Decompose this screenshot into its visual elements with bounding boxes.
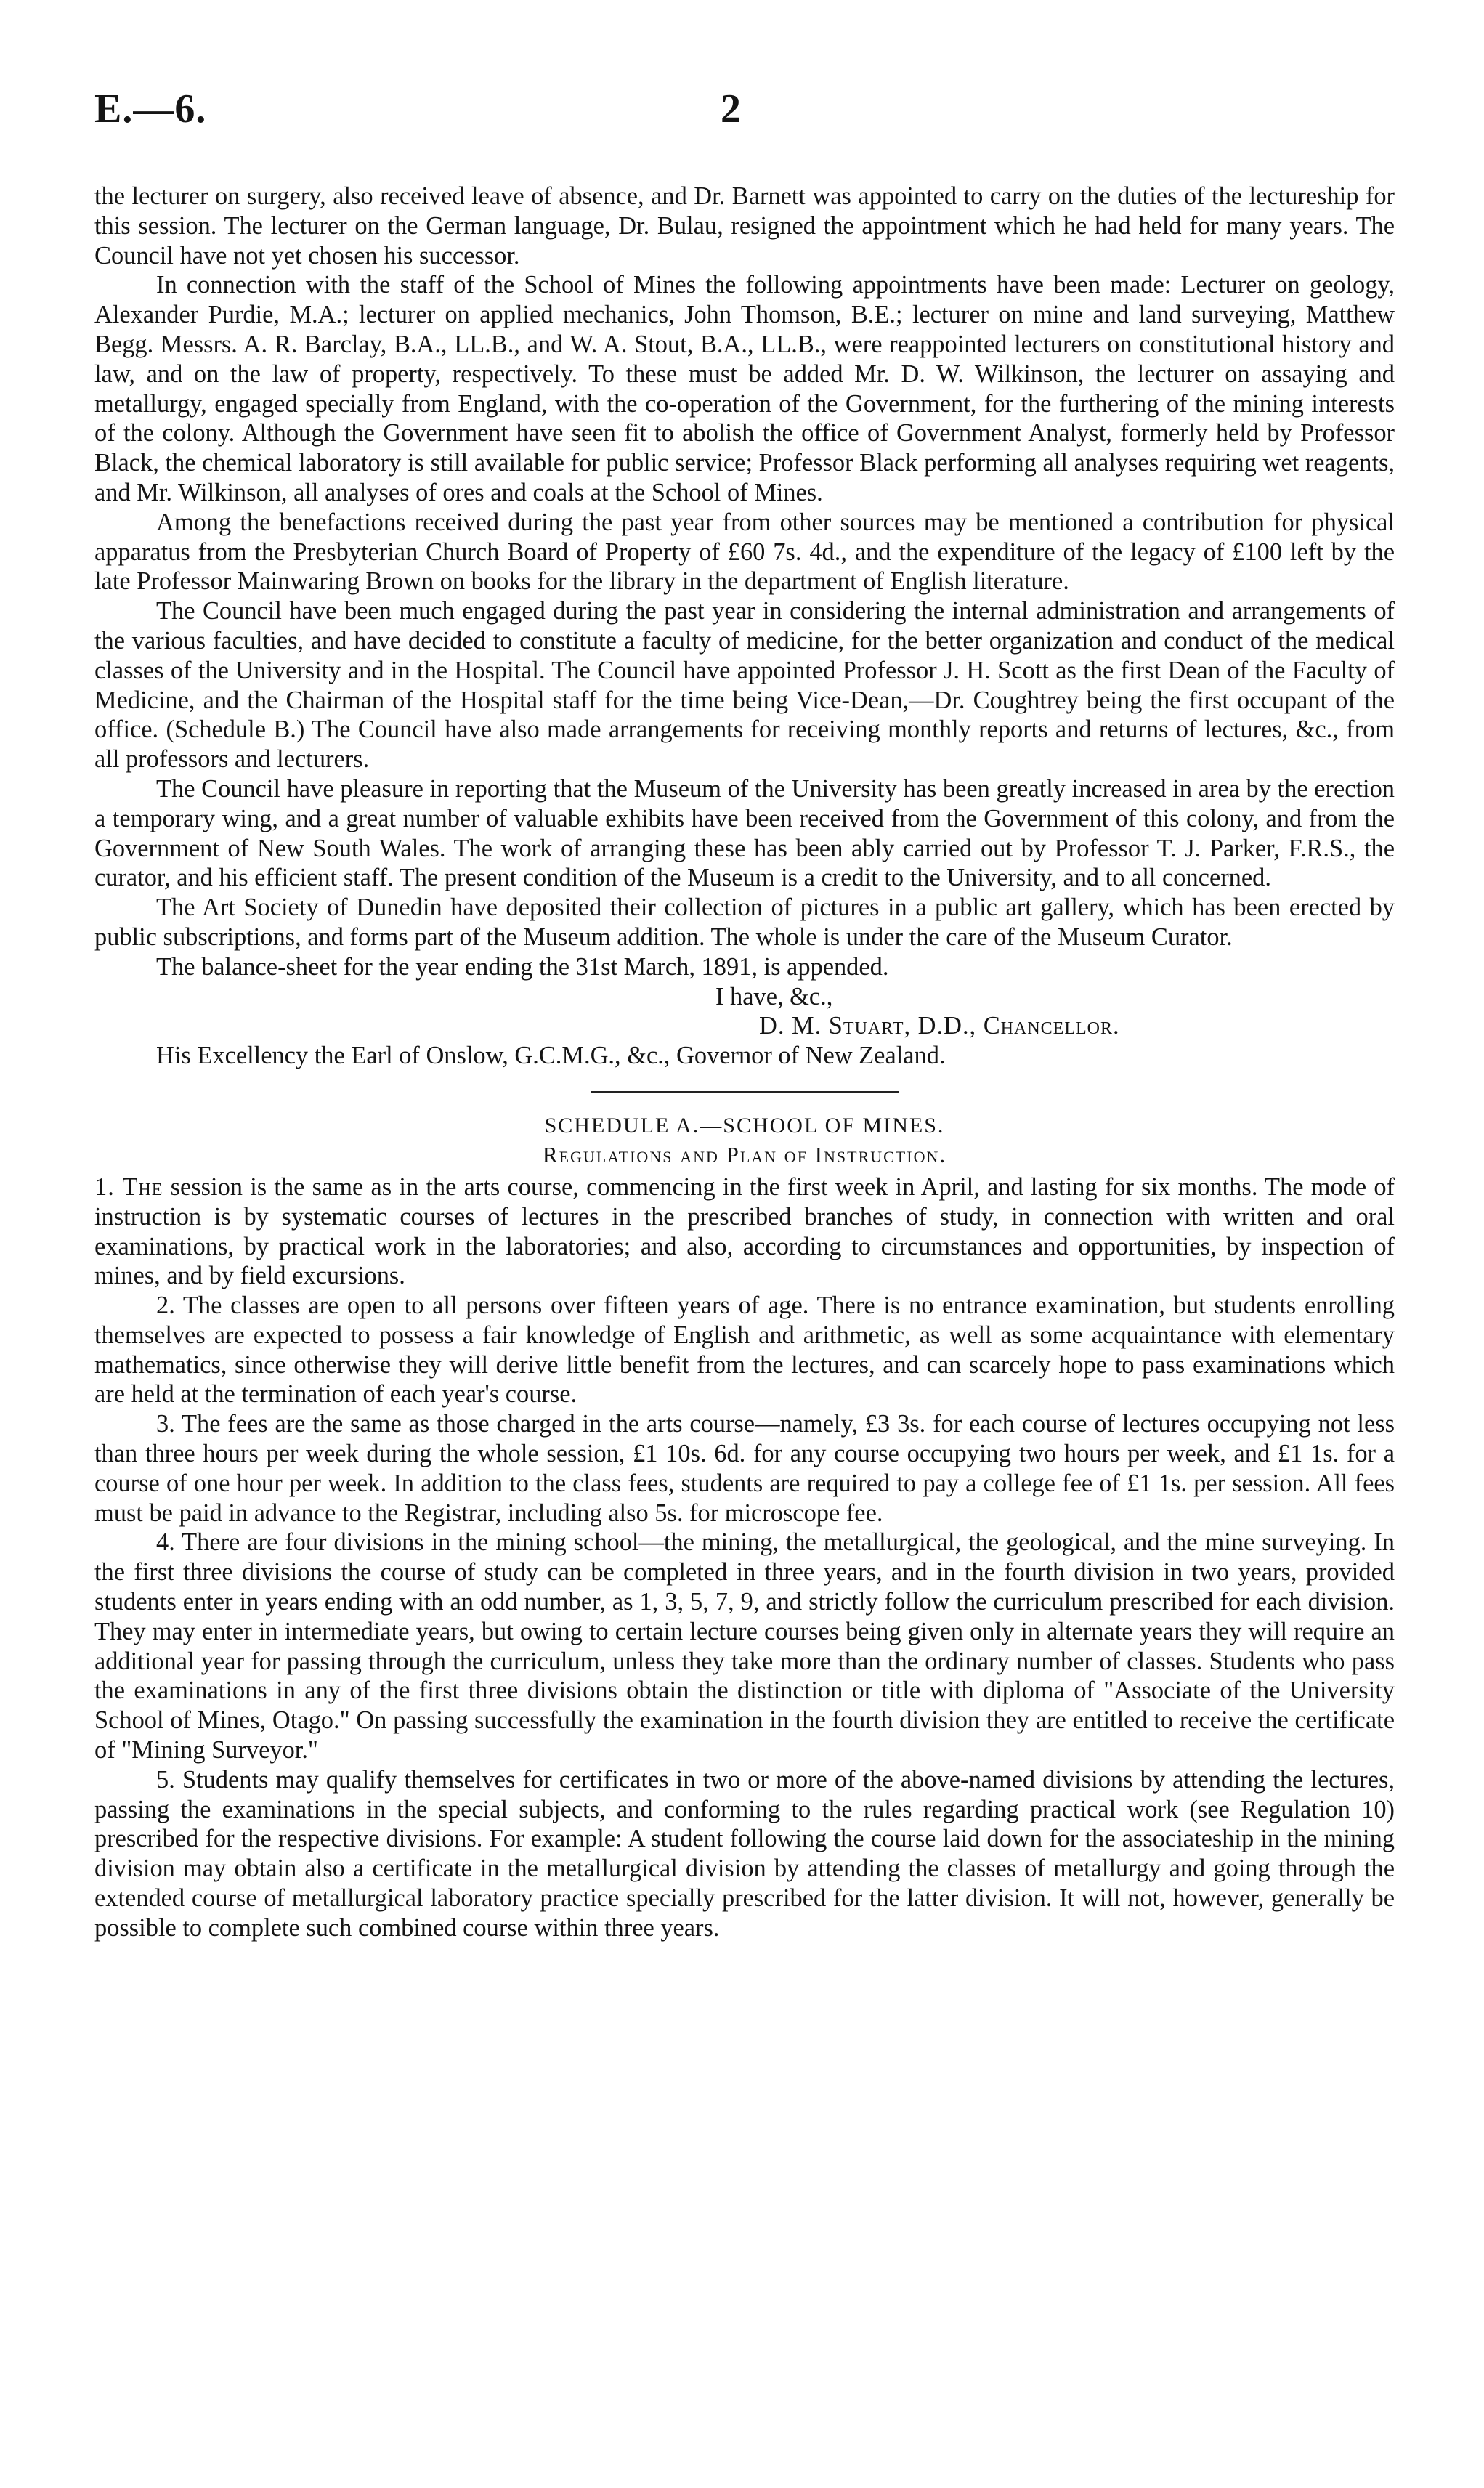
page-header bbox=[94, 86, 1395, 151]
closing-salutation: I have, &c., bbox=[715, 982, 833, 1010]
regulation-1-text: session is the same as in the arts course, commencing in the first week in April, and lasting for six months. The mode of instruction is by systematic courses of lectures in the prescribed branches of study, in connection with written and oral examinations, by practical work in the laboratories; and also, according to circumstances and opportunities, by inspection of mines, and by field excursions. bbox=[94, 1172, 1395, 1290]
regulation-1 bbox=[94, 1172, 1395, 1291]
regulation-3: 3. The fees are the same as those charged in the arts course—namely, £3 3s. for each course of lectures occupying not less than three hours per week during the whole session, £1 10s. 6d. for any course occupying two hours per week, and £1 1s. for a course of one hour per week. In addition to the class fees, students are required to pay a college fee of £1 1s. per session. All fees must be paid in advance to the Registrar, including also 5s. for microscope fee. bbox=[94, 1410, 1395, 1527]
regulation-4: 4. There are four divisions in the mining school—the mining, the metallurgical, the geological, and the mine surveying. In the first three divisions the course of study can be completed in three years, and in the fourth division in two years, provided students enter in years ending with an odd number, as 1, 3, 5, 7, 9, and strictly follow the curriculum prescribed for each division. They may enter in intermediate years, but owing to certain lecture courses being given only in alternate years they will require an additional year for passing through the curriculum, unless they take more than the ordinary number of classes. Students who pass the examinations in any of the first three divisions obtain the distinction or title with diploma of "Associate of the University School of Mines, Otago." On passing successfully the examination in the fourth division they are entitled to receive the certificate of "Mining Surveyor." bbox=[94, 1528, 1395, 1764]
schedule-title: SCHEDULE A.—SCHOOL OF MINES. bbox=[544, 1113, 945, 1138]
regulation-1-lead: 1. The bbox=[94, 1172, 163, 1201]
report-paragraph-2: In connection with the staff of the School of Mines the following appointments have been made: Lecturer on geology, Alexander Purdie, M.A.; lecturer on applied mechanics, John Thomson, B.E.; lecturer on mine and land surveying, Matthew Begg. Messrs. A. R. Barclay, B.A., LL.B., and W. A. Stout, B.A., LL.B., were reappointed lecturers on constitutional history and law, and on the law of property, respectively. To these must be added Mr. D. W. Wilkinson, the lecturer on assaying and metallurgy, engaged specially from England, with the co-operation of the Government, for the furthering of the mining interests of the colony. Although the Government have seen fit to abolish the office of Government Analyst, formerly held by Professor Black, the chemical laboratory is still available for public service; Professor Black performing all analyses requiring wet reagents, and Mr. Wilkinson, all analyses of ores and coals at the School of Mines. bbox=[94, 271, 1395, 506]
report-paragraph-5: The Council have pleasure in reporting that the Museum of the University has been greatly increased in area by the erection a temporary wing, and a great number of valuable exhibits have been received from the Government of this colony, and from the Government of New South Wales. The work of arranging these has been ably carried out by Professor T. J. Parker, F.R.S., the curator, and his efficient staff. The present condition of the Museum is a credit to the University, and to all concerned. bbox=[94, 774, 1395, 892]
page-body bbox=[94, 182, 1395, 1943]
regulation-5: 5. Students may qualify themselves for certificates in two or more of the above-named divisions by attending the lectures, passing the examinations in the special subjects, and conforming to the rules regarding practical work (see Regulation 10) prescribed for the respective divisions. For example: A student following the course laid down for the associateship in the mining division may obtain also a certificate in the metallurgical division by attending the classes of metallurgy and going through the extended course of metallurgical laboratory practice specially prescribed for the latter division. It will not, however, generally be possible to complete such combined course within three years. bbox=[94, 1765, 1395, 1942]
regulation-2: 2. The classes are open to all persons over fifteen years of age. There is no entrance examination, but students enrolling themselves are expected to possess a fair knowledge of English and arithmetic, as well as some acquaintance with elementary mathematics, since otherwise they will derive little benefit from the lectures, and can scarcely hope to pass examinations which are held at the termination of each year's course. bbox=[94, 1292, 1395, 1409]
report-paragraph-7: The balance-sheet for the year ending the 31st March, 1891, is appended. bbox=[156, 952, 889, 981]
report-paragraph-4: The Council have been much engaged during the past year in considering the internal administration and arrangements of the various faculties, and have decided to constitute a faculty of medicine, for the better organization and conduct of the medical classes of the University and in the Hospital. The Council have appointed Professor J. H. Scott as the first Dean of the Faculty of Medicine, and the Chairman of the Hospital staff for the time being Vice-Dean,—Dr. Coughtrey being the first occupant of the office. (Schedule B.) The Council have also made arrangements for receiving monthly reports and returns of lectures, &c., from all professors and lecturers. bbox=[94, 597, 1395, 774]
signature: D. M. Stuart, D.D., Chancellor. bbox=[759, 1012, 1120, 1040]
report-paragraph-3: Among the benefactions received during the past year from other sources may be mentioned a contribution for physical apparatus from the Presbyterian Church Board of Property of £60 7s. 4d., and the expenditure of the legacy of £100 left by the late Professor Mainwaring Brown on books for the library in the department of English literature. bbox=[94, 508, 1395, 596]
document-reference: E.—6. bbox=[94, 86, 207, 131]
schedule-subtitle: Regulations and Plan of Instruction. bbox=[542, 1141, 947, 1167]
report-paragraph-1: the lecturer on surgery, also received leave of absence, and Dr. Barnett was appointed to carry on the duties of the lectureship for this session. The lecturer on the German language, Dr. Bulau, resigned the appointment which he had held for many years. The Council have not yet chosen his successor. bbox=[94, 182, 1395, 270]
report-paragraph-6: The Art Society of Dunedin have deposited their collection of pictures in a public art gallery, which has been erected by public subscriptions, and forms part of the Museum addition. The whole is under the care of the Museum Curator. bbox=[94, 894, 1395, 951]
addressee: His Excellency the Earl of Onslow, G.C.M.G., &c., Governor of New Zealand. bbox=[156, 1042, 946, 1070]
section-divider bbox=[591, 1091, 899, 1093]
page-number: 2 bbox=[721, 86, 741, 131]
